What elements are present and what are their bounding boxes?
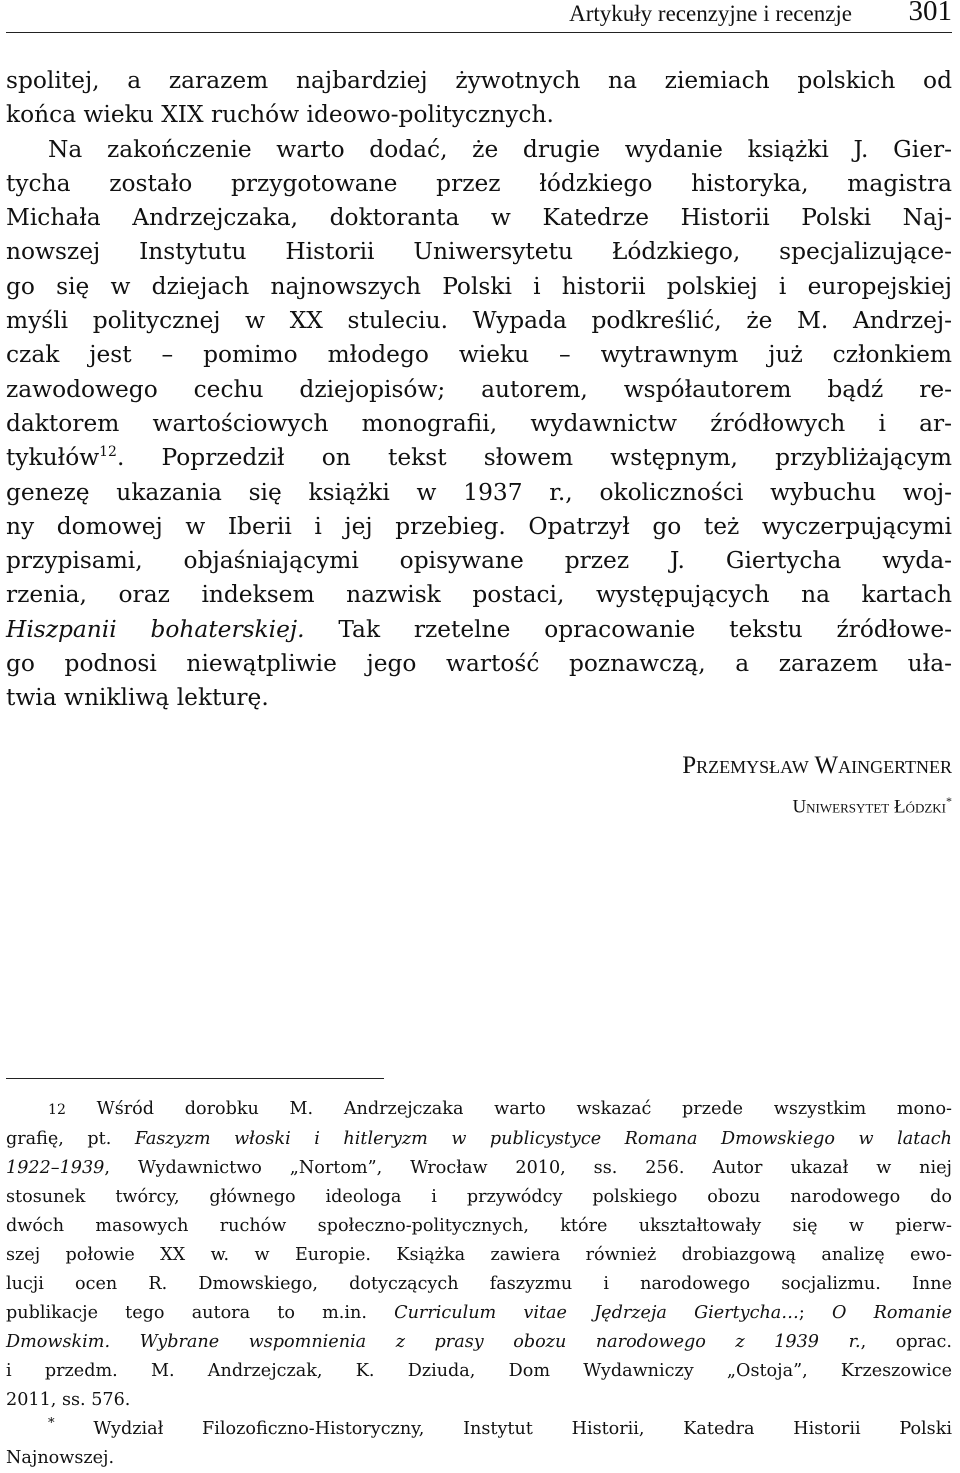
footnote-line [6,1328,952,1357]
footnote-line [6,1125,952,1154]
body-line: twia wnikliwą lekturę. [6,684,269,712]
body-line: genezę ukazania się książki w 1937 r., okoliczności wybuchu woj- [6,478,952,506]
footnote-line [6,1415,952,1444]
body-line: przypisami, objaśniającymi opisywane przez J. Giertycha wyda- [6,547,952,575]
body-line [6,441,952,475]
body-line: czak jest – pomimo młodego wieku – wytrawnym już członkiem [6,341,952,369]
footnote-line: i przedm. M. Andrzejczak, K. Dziuda, Dom Wydawniczy „Ostoja”, Krzeszowice [6,1361,952,1381]
body-line: myśli politycznej w XX stuleciu. Wypada podkreślić, że M. Andrzej- [6,307,952,335]
footnote-line: lucji ocen R. Dmowskiego, dotyczących faszyzmu i narodowego socjalizmu. Inne [6,1274,952,1294]
footnote-text: Wydział Filozoficzno-Historyczny, Instytut Historii, Katedra Historii Polski [54,1419,952,1439]
footnote-number: 12 [48,1102,66,1118]
running-header [6,0,952,33]
footnote-italic: Curriculum vitae Jędrzeja Giertycha… [394,1303,799,1323]
body-line: rzenia, oraz indeksem nazwisk postaci, występujących na kartach [6,581,952,609]
footnote-line [6,1299,952,1328]
page-number: 301 [908,0,952,27]
footnote-line: 2011, ss. 576. [6,1390,131,1410]
footnote-text: publikacje tego autora to m.in. [6,1303,395,1323]
body-text-run: . Poprzedził on tekst słowem wstępnym, przybliżającym [116,444,952,472]
footnote-line: stosunek twórcy, głównego ideologa i przywódcy polskiego obozu narodowego do [6,1187,952,1207]
body-text-run: Tak rzetelne opracowanie tekstu źródłowe- [304,615,952,643]
footnote-text: Wśród dorobku M. Andrzejczaka warto wskazać przede wszystkim mono- [65,1099,952,1119]
footnote-line: szej połowie XX w. w Europie. Książka zawiera również drobiazgową analizę ewo- [6,1245,952,1265]
footnote-italic: 1922–1939 [6,1158,105,1178]
footnote-line [6,1095,952,1125]
footnote-star-mark: * [48,1416,55,1432]
body-text-run: tykułów [6,444,100,472]
footnote-italic: O Romanie [831,1303,952,1323]
body-line: ny domowej w Iberii i jej przebieg. Opatrzył go też wyczerpującymi [6,512,952,540]
affiliation-text: Uniwersytet Łódzki [792,796,946,818]
footnote-italic: Dmowskim. Wybrane wspomnienia z prasy obozu narodowego z 1939 r. [6,1332,861,1352]
body-line: zawodowego cechu dziejopisów; autorem, współautorem bądź re- [6,375,952,403]
footnote-line [6,1154,952,1183]
article-body [6,64,952,716]
footnote-ref-12[interactable]: 12 [99,444,117,461]
footnote-line: dwóch masowych ruchów społeczno-politycznych, które ukształtowały się w pierw- [6,1216,952,1236]
body-line: daktorem wartościowych monografii, wydawnictw źródłowych i ar- [6,409,952,437]
body-line: nowszej Instytutu Historii Uniwersytetu Łódzkiego, specjalizujące- [6,238,952,266]
footnote-text: grafię, pt. [6,1129,135,1149]
author-affiliation [792,794,952,818]
book-title: Hiszpanii bohaterskiej. [6,615,305,643]
running-title: Artykuły recenzyjne i recenzje [569,1,852,26]
footnote-line: Najnowszej. [6,1448,115,1468]
body-line: Michała Andrzejczaka, doktoranta w Katedrze Historii Polski Naj- [6,204,952,232]
footnote-italic: Faszyzm włoski i hitleryzm w publicystyce Romana Dmowskiego w latach [134,1129,952,1149]
footnotes [6,1095,952,1473]
body-line: spolitej, a zarazem najbardziej żywotnych na ziemiach polskich od [6,67,952,94]
body-line: tycha zostało przygotowane przez łódzkiego historyka, magistra [6,169,952,197]
footnote-separator [6,1078,384,1079]
body-line: go podnosi niewątpliwie jego wartość poznawczą, a zarazem uła- [6,650,952,678]
body-line [6,613,952,647]
footnote-text: , oprac. [860,1332,952,1352]
author-name: Przemysław Waingertner [682,752,952,779]
body-line: Na zakończenie warto dodać, że drugie wydanie książki J. Gier- [48,135,952,163]
affiliation-footnote-mark[interactable]: * [946,794,952,808]
body-line: końca wieku XIX ruchów ideowo-politycznych. [6,101,554,129]
body-line: go się w dziejach najnowszych Polski i historii polskiej i europejskiej [6,272,952,300]
footnote-text: , Wydawnictwo „Nortom”, Wrocław 2010, ss. 256. Autor ukazał w niej [104,1158,952,1178]
footnote-text: ; [798,1303,832,1323]
